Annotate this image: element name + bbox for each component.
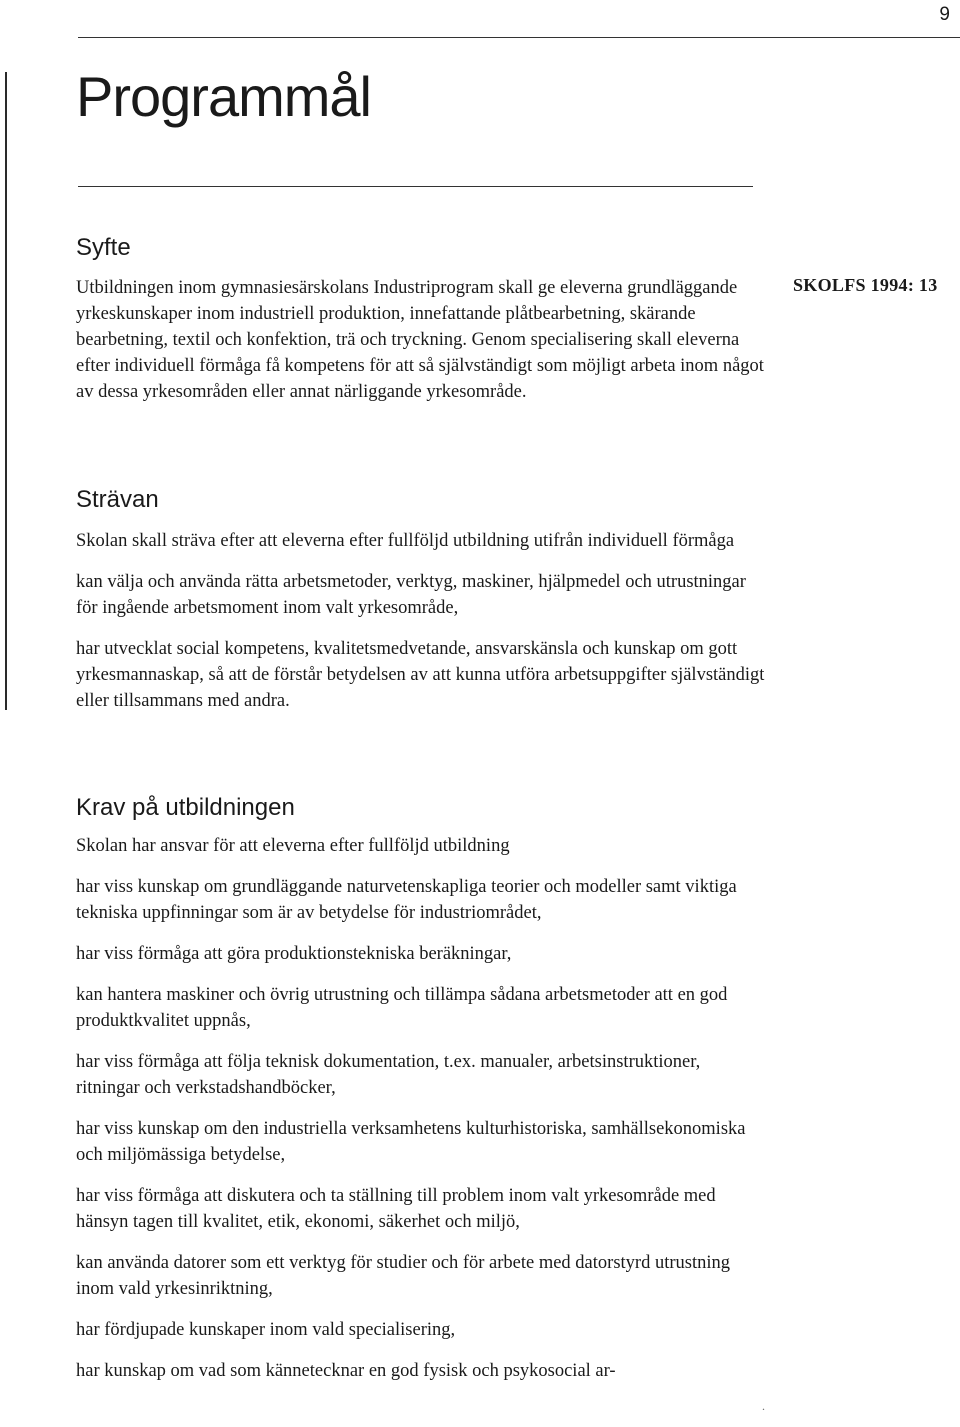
side-reference: SKOLFS 1994: 13	[793, 275, 938, 295]
section-syfte	[76, 275, 766, 405]
header-rule	[78, 37, 960, 38]
section-krav	[76, 833, 766, 1384]
krav-item: har viss kunskap om grundläggande naturvetenskapliga teorier och modeller samt viktiga tekniska uppfinningar som är av betydelse för industriområdet,	[76, 877, 737, 923]
scan-mark: .	[762, 1399, 765, 1413]
krav-item: kan hantera maskiner och övrig utrustning och tillämpa sådana arbetsmetoder att en god produktkvalitet uppnås,	[76, 985, 728, 1031]
krav-item: har viss förmåga att göra produktionstekniska beräkningar,	[76, 944, 512, 964]
syfte-paragraph: Utbildningen inom gymnasiesärskolans Industriprogram skall ge eleverna grundläggande yrkeskunskaper inom industriell produktion, innefattande plåtbearbetning, skärande bearbetning, textil och konfektion, trä och tryckning. Genom specialisering skall eleverna efter individuell förmåga få kompetens för att så självständigt som möjligt arbeta inom något av dessa yrkesområden eller annat närliggande yrkesområde.	[76, 278, 764, 402]
stravan-item: har utvecklat social kompetens, kvalitetsmedvetande, ansvarskänsla och kunskap om gott yrkesmannaskap, så att de förstår betydelsen av att kunna utföra arbetsuppgifter självständigt eller tillsammans med andra.	[76, 639, 765, 711]
krav-item: har kunskap om vad som kännetecknar en god fysisk och psykosocial ar-	[76, 1361, 616, 1381]
section-stravan	[76, 528, 766, 714]
krav-item: kan använda datorer som ett verktyg för studier och för arbete med datorstyrd utrustning inom vald yrkesinriktning,	[76, 1253, 730, 1299]
krav-item: har viss kunskap om den industriella verksamhetens kulturhistoriska, samhällsekonomiska och miljömässiga betydelse,	[76, 1119, 746, 1165]
title-rule	[78, 186, 753, 187]
krav-item: har viss förmåga att följa teknisk dokumentation, t.ex. manualer, arbetsinstruktioner, ritningar och verkstadshandböcker,	[76, 1052, 701, 1098]
stravan-intro: Skolan skall sträva efter att eleverna efter fullföljd utbildning utifrån individuell förmåga	[76, 531, 735, 551]
section-heading-stravan: Strävan	[76, 486, 159, 513]
krav-item: har fördjupade kunskaper inom vald specialisering,	[76, 1320, 456, 1340]
section-heading-krav: Krav på utbildningen	[76, 794, 295, 821]
section-heading-syfte: Syfte	[76, 234, 131, 261]
krav-item: har viss förmåga att diskutera och ta ställning till problem inom valt yrkesområde med hänsyn tagen till kvalitet, etik, ekonomi, säkerhet och miljö,	[76, 1186, 716, 1232]
page-title: Programmål	[76, 65, 371, 128]
page-number: 9	[939, 4, 950, 25]
margin-change-bar	[5, 72, 7, 710]
stravan-item: kan välja och använda rätta arbetsmetoder, verktyg, maskiner, hjälpmedel och utrustningar för ingående arbetsmoment inom valt yrkesområde,	[76, 572, 746, 618]
krav-intro: Skolan har ansvar för att eleverna efter fullföljd utbildning	[76, 836, 510, 856]
